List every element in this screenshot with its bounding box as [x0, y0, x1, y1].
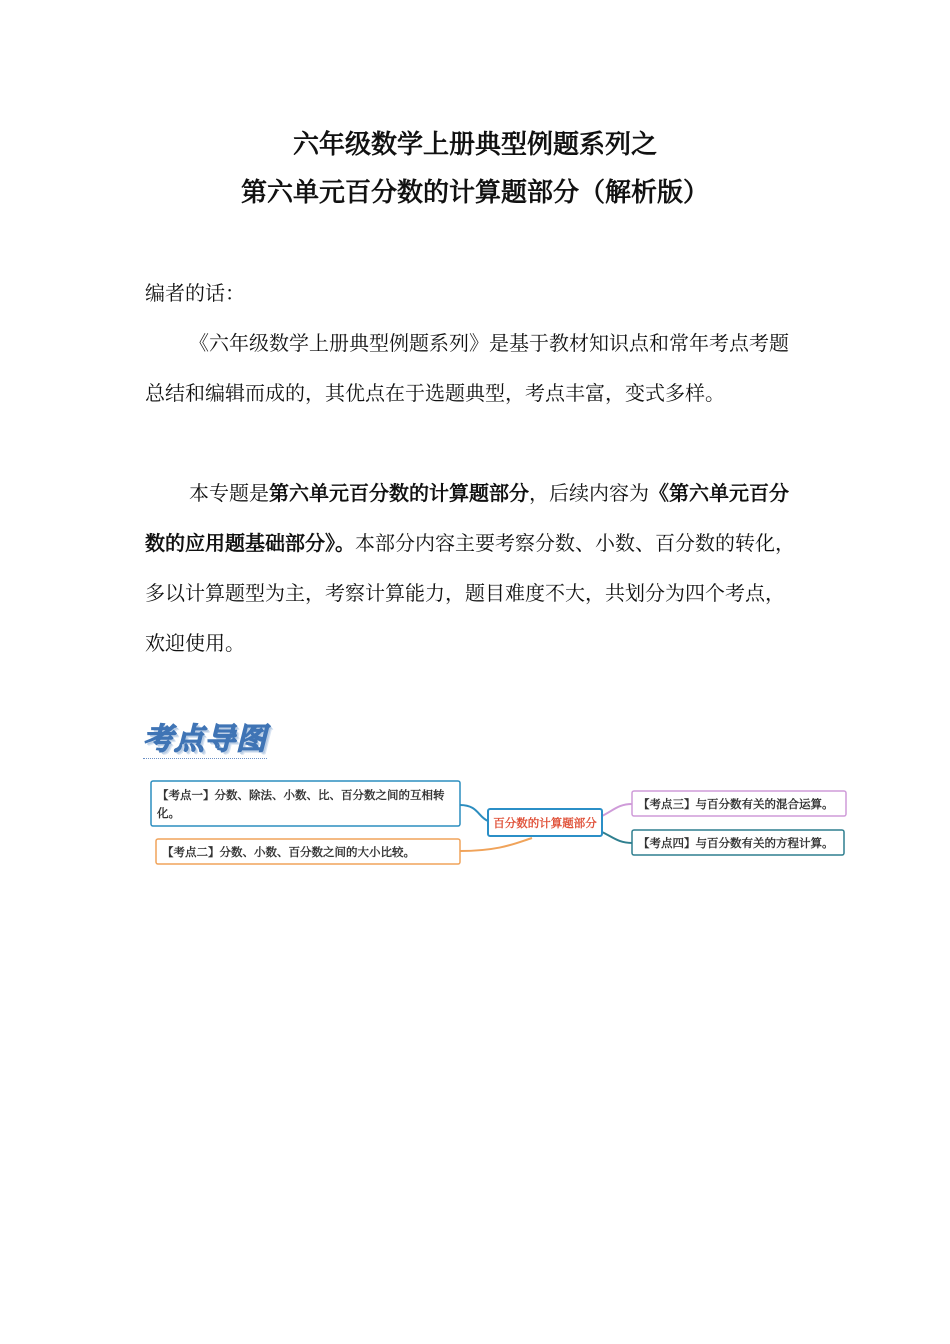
para2-text-2: ，后续内容为 — [529, 481, 649, 505]
document-title-line-1: 六年级数学上册典型例题系列之 — [292, 130, 657, 160]
para2-bold-topic: 第六单元百分数的计算题部分 — [269, 481, 529, 505]
intro-paragraph-1: 《六年级数学上册典型例题系列》是基于教材知识点和常年考点考题总结和编辑而成的，其优点在于选题典型，考点丰富，变式多样。 — [145, 331, 789, 405]
node2-text: 【考点二】分数、小数、百分数之间的大小比较。 — [162, 845, 415, 859]
connector-node3 — [600, 804, 632, 817]
mindmap-node-2 — [156, 839, 460, 864]
mindmap-center-node — [488, 809, 602, 836]
mindmap-diagram — [148, 775, 848, 870]
node3-text: 【考点三】与百分数有关的混合运算。 — [638, 797, 834, 811]
mindmap-node-1 — [151, 781, 460, 826]
mindmap-node-4 — [632, 830, 844, 855]
node1-text-line2: 化。 — [157, 806, 180, 820]
connector-node4 — [600, 831, 632, 843]
para2-text-3: 本部分内容主要考察分数、小数、百分数的转化，多以计算题型为主，考察计算能力，题目难度不大，共划分为四个考点，欢迎使用。 — [145, 531, 795, 655]
mindmap-node-3 — [632, 791, 846, 816]
intro-paragraph-2 — [145, 468, 795, 668]
section-heading-mindmap: 考点导图 — [143, 714, 267, 759]
connector-node2 — [460, 838, 532, 851]
node1-text-line1: 【考点一】分数、除法、小数、比、百分数之间的互相转 — [157, 788, 445, 802]
para2-text-1: 本专题是 — [189, 481, 269, 505]
node4-text: 【考点四】与百分数有关的方程计算。 — [638, 836, 834, 850]
document-title-line-2: 第六单元百分数的计算题部分（解析版） — [240, 178, 709, 208]
center-node-text: 百分数的计算题部分 — [493, 816, 597, 830]
para2-bold-next-topic: 《第六单元百分数的应用题基础部分》。 — [145, 481, 789, 555]
connector-node1 — [460, 805, 488, 821]
editor-note-label: 编者的话： — [145, 281, 245, 305]
